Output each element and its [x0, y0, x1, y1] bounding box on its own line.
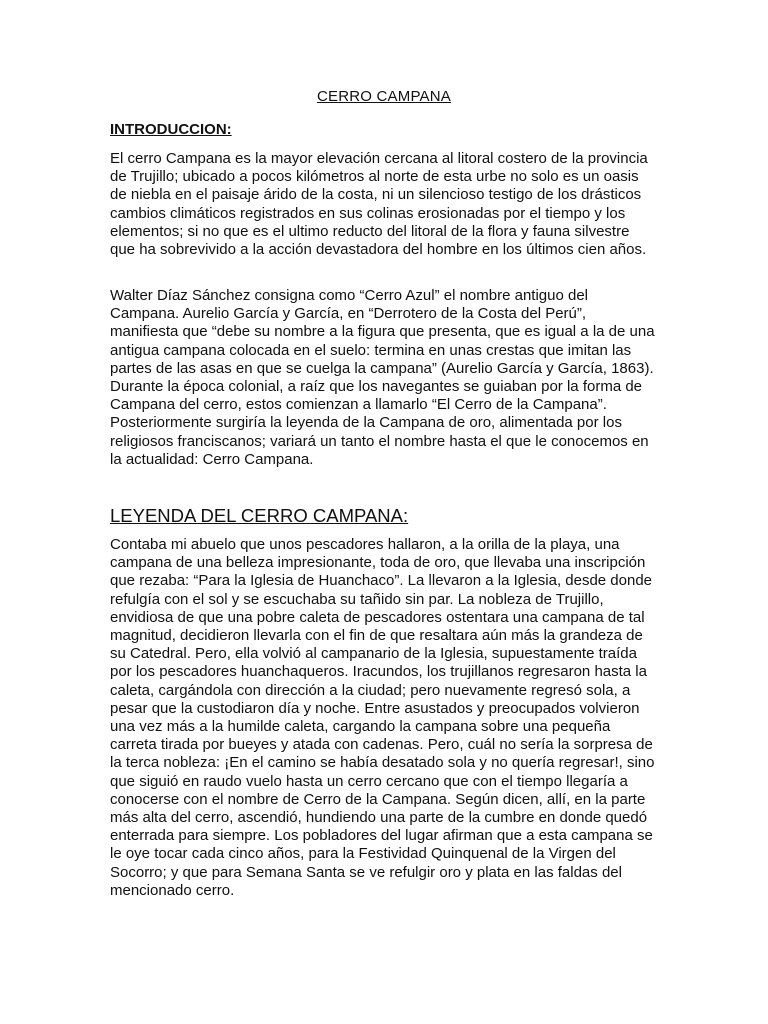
document-title: CERRO CAMPANA: [316, 88, 451, 105]
legend-paragraph: Contaba mi abuelo que unos pescadores hallaron, a la orilla de la playa, una campana de una belleza impresionante, toda de oro, que llevaba una inscripción que rezaba: “Para la Iglesia de Huanchaco”. La llevaron a la Iglesia, desde donde refulgía con el sol y se escuchaba su tañido sin par. La nobleza de Trujillo, envidiosa de que una pobre caleta de pescadores ostentara una campana de tal magnitud, decidieron llevarla con el fin de que resaltara aún más la grandeza de su Catedral. Pero, ella volvió al campanario de la Iglesia, supuestamente traída por los pescadores huanchaqueros. Iracundos, los trujillanos regresaron hasta la caleta, cargándola con dirección a la ciudad; pero nuevamente regresó sola, a pesar que la custodiaron día y noche. Entre asustados y preocupados volvieron una vez más a la humilde caleta, cargando la campana sobre una pequeña carreta tirada por bueyes y atada con cadenas. Pero, cuál no sería la sorpresa de la terca nobleza: ¡En el camino se había desatado sola y no quería regresar!, sino que siguió en raudo vuelo hasta un cerro cercano que con el tiempo llegaría a conocerse con el nombre de Cerro de la Campana. Según dicen, allí, en la parte más alta del cerro, ascendió, hundiendo una parte de la cumbre en donde quedó enterrada para siempre. Los pobladores del lugar afirman que a esta campana se le oye tocar cada cinco años, para la Festividad Quinquenal de la Virgen del Socorro; y que para Semana Santa se ve refulgir oro y plata en las faldas del mencionado cerro.: [110, 536, 655, 899]
legend-heading: LEYENDA DEL CERRO CAMPANA:: [110, 505, 409, 526]
intro-paragraph-1: El cerro Campana es la mayor elevación cercana al litoral costero de la provincia de Trujillo; ubicado a pocos kilómetros al norte de esta urbe no solo es un oasis de niebla en el paisaje árido de la costa, ni un silencioso testigo de los drásticos cambios climáticos registrados en sus colinas erosionadas por el tiempo y los elementos; si no que es el ultimo reducto del litoral de la flora y fauna silvestre que ha sobrevivido a la acción devastadora del hombre en los últimos cien años.: [110, 150, 648, 259]
intro-heading: INTRODUCCION:: [110, 121, 232, 138]
intro-paragraph-2: Walter Díaz Sánchez consigna como “Cerro Azul” el nombre antiguo del Campana. Aurelio García y García, en “Derrotero de la Costa del Perú”, manifiesta que “debe su nombre a la figura que presenta, que es igual a la de una antigua campana colocada en el suelo: termina en unas crestas que imitan las partes de las asas en que se cuelga la campana” (Aurelio García y García, 1863). Durante la época colonial, a raíz que los navegantes se guiaban por la forma de Campana del cerro, estos comienzan a llamarlo “El Cerro de la Campana”. Posteriormente surgiría la leyenda de la Campana de oro, alimentada por los religiosos franciscanos; variará un tanto el nombre hasta el que le conocemos en la actualidad: Cerro Campana.: [110, 287, 655, 468]
